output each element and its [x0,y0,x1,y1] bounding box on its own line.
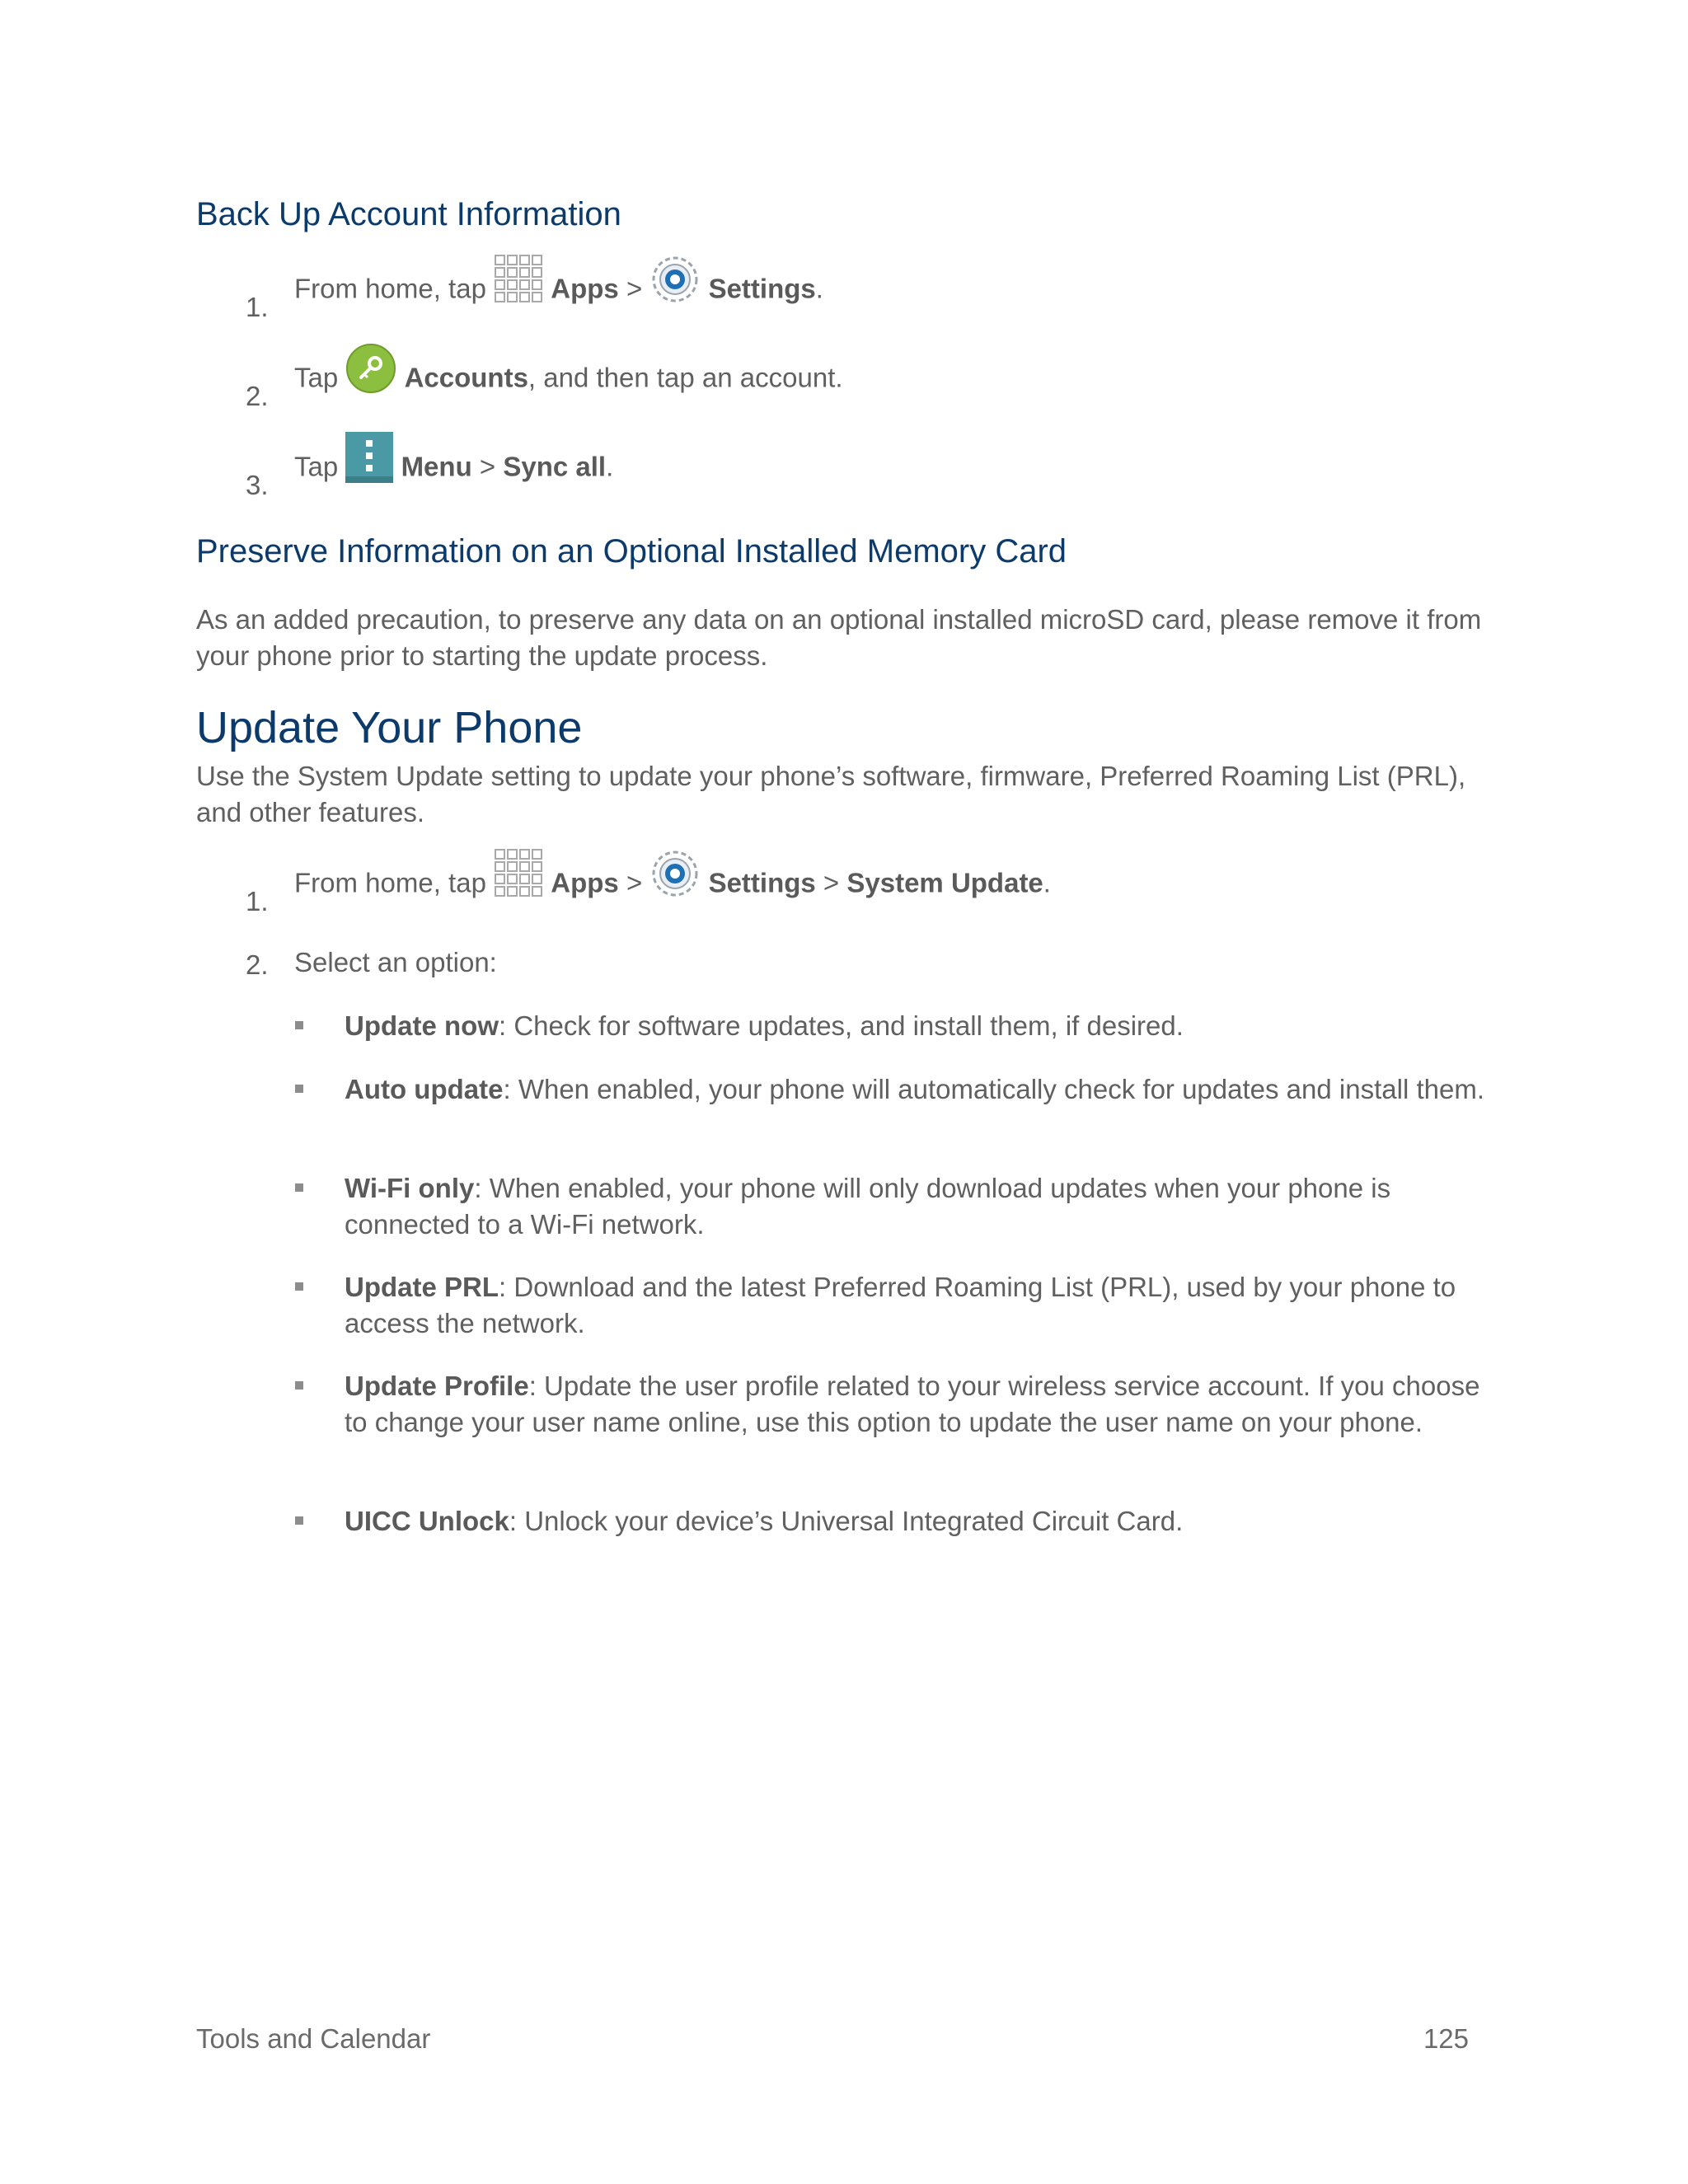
heading-preserve-information: Preserve Information on an Optional Installed Memory Card [196,533,1067,569]
list-item-auto-update: Auto update: When enabled, your phone will automatically check for updates and install them. [345,1074,1484,1104]
footer-section-title: Tools and Calendar [196,2023,431,2054]
list-item-update-now: Update now: Check for software updates, and install them, if desired. [345,1010,1184,1041]
bullet-square [295,1183,303,1192]
settings-gear-icon [649,254,701,305]
heading-back-up-account: Back Up Account Information [196,196,621,232]
apps-grid-icon [494,254,543,305]
paragraph-precaution: As an added precaution, to preserve any data on an optional installed microSD card, please remove it from your phone prior to starting the update process. [196,604,1482,671]
paragraph-update-intro: Use the System Update setting to update your phone’s software, firmware, Preferred Roaming List (PRL), and other features. [196,761,1466,827]
apps-grid-icon [494,848,543,899]
accounts-key-icon [345,343,396,394]
step-line: Select an option: [294,947,497,977]
list-item-uicc-unlock: UICC Unlock: Unlock your device’s Universal Integrated Circuit Card. [345,1506,1184,1536]
step-number: 3. [246,470,269,500]
step-line: Tap Accounts, and then tap an account. [294,354,843,405]
heading-update-your-phone: Update Your Phone [196,703,583,752]
bullet-square [295,1282,303,1291]
bullet-square [295,1085,303,1093]
step-line: From home, tap Apps > Settings > System Update. [294,860,1051,911]
footer-page-number: 125 [1423,2023,1469,2054]
step-line: Tap Menu > Sync all. [294,443,613,494]
step-number: 2. [246,381,269,411]
step-number: 1. [246,292,269,322]
list-item-update-prl: Update PRL: Download and the latest Preferred Roaming List (PRL), used by your phone to access the network. [345,1272,1456,1338]
step-line: From home, tap Apps > Settings. [294,265,823,316]
bullet-square [295,1381,303,1390]
bullet-square [295,1516,303,1525]
list-item-wifi-only: Wi-Fi only: When enabled, your phone will only download updates when your phone is connected to a Wi-Fi network. [345,1173,1391,1240]
list-item-update-profile: Update Profile: Update the user profile related to your wireless service account. If you choose to change your user name online, use this option to update the user name on your phone. [345,1371,1480,1437]
step-number: 1. [246,886,269,916]
bullet-square [295,1021,303,1029]
step-number: 2. [246,949,269,980]
settings-gear-icon [649,848,701,899]
menu-dots-icon [345,432,393,483]
